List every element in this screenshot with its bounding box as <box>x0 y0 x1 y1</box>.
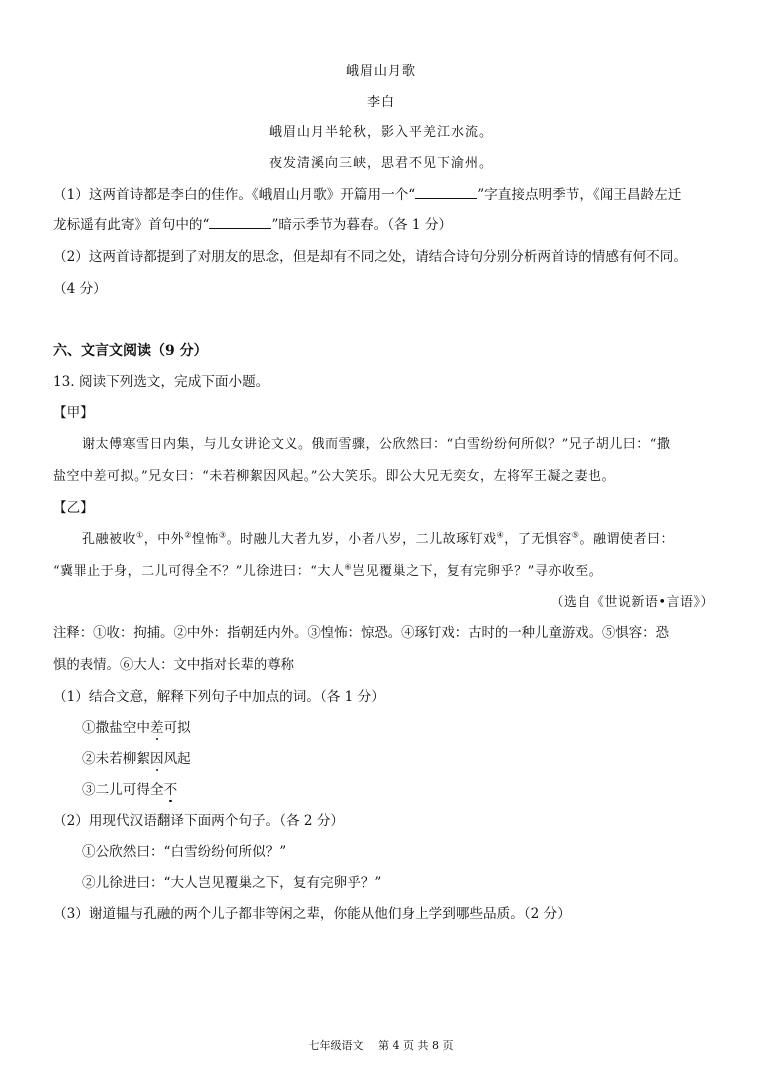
passage-yi-line-2 <box>53 560 602 579</box>
dotted-word-3: 不 <box>163 782 178 798</box>
yi-text-1e: ，了无惧容 <box>504 532 572 547</box>
yi-text-1f: 。融谓使者曰： <box>579 532 674 547</box>
subquestion-1-item-1 <box>82 716 191 736</box>
poem-line-1: 峨眉山月半轮秋，影入平羌江水流。 <box>268 125 493 140</box>
question-1-text-b: ”字直接点明季节，《闻王昌龄左迁 <box>477 187 682 203</box>
poem-author: 李白 <box>366 95 395 110</box>
yi-text-1d: 。时融儿大者九岁，小者八岁，二儿故琢钉戏 <box>226 532 497 547</box>
question-1-line-1 <box>53 183 681 203</box>
footnote-marker-6: ⑥ <box>344 562 353 572</box>
subquestion-1-item-3 <box>82 778 177 798</box>
footnote-marker-1: ① <box>136 530 144 540</box>
passage-yi-line-1 <box>82 528 674 547</box>
question-2-line-2: （4 分） <box>53 281 107 297</box>
item-1-text-a: ①撒盐空中 <box>82 720 150 736</box>
subquestion-1: （1）结合文意，解释下列句子中加点的词。（各 1 分） <box>53 689 385 705</box>
yi-text-2a: “冀罪止于身，二儿可得全不？”儿徐进曰：“大人 <box>53 564 345 579</box>
question-2-line-1: （2）这两首诗都提到了对朋友的思念，但是却有不同之处，请结合诗句分别分析两首诗的情感有何不同。 <box>53 249 687 265</box>
footnote-marker-2: ② <box>184 530 192 540</box>
answer-blank-1[interactable] <box>415 186 477 199</box>
answer-blank-2[interactable] <box>209 216 271 229</box>
subquestion-2-sentence-1: ①公欣然曰：“白雪纷纷何所似？” <box>82 844 287 860</box>
yi-text-1b: ，中外 <box>143 532 185 547</box>
poem-title: 峨眉山月歌 <box>345 64 416 79</box>
item-2-text-a: ②未若柳絮 <box>82 751 150 767</box>
item-3-text-a: ③二儿可得全 <box>82 782 164 798</box>
footnote-marker-5: ⑤ <box>571 530 580 540</box>
annotation-line-2: 惧的表情。⑥大人：文中指对长辈的尊称 <box>53 658 295 673</box>
section-heading-6: 六、文言文阅读（9 分） <box>53 343 208 359</box>
footnote-marker-4: ④ <box>496 530 505 540</box>
passage-jia-line-1: 谢太傅寒雪日内集，与儿女讲论文义。俄而雪骤，公欣然曰：“白雪纷纷何所似？”兄子胡儿曰：“撒 <box>82 437 671 452</box>
yi-text-1c: 惶怖 <box>191 532 219 547</box>
question-1-text-c: 龙标遥有此寄》首句中的“ <box>53 217 210 233</box>
passage-jia-line-2: 盐空中差可拟。”兄女曰：“未若柳絮因风起。”公大笑乐。即公大兄无奕女，左将军王凝之妻也。 <box>53 469 615 484</box>
annotation-line-1: 注释：①收：拘捕。②中外：指朝廷内外。③惶怖：惊恐。④琢钉戏：古时的一种儿童游戏。⑤惧容：恐 <box>53 626 669 641</box>
page-footer: 七年级语文 第 4 页 共 8 页 <box>308 1039 454 1052</box>
footnote-marker-3: ③ <box>218 530 227 540</box>
question-13-heading: 13. 阅读下列选文，完成下面小题。 <box>53 374 270 390</box>
subquestion-2: （2）用现代汉语翻译下面两个句子。（各 2 分） <box>53 813 345 829</box>
yi-text-2b: 岂见覆巢之下，复有完卵乎？”寻亦收至。 <box>352 564 603 579</box>
passage-source: （选自《世说新语•言语》） <box>550 595 714 610</box>
subquestion-3: （3）谢道韫与孔融的两个儿子都非等闲之辈，你能从他们身上学到哪些品质。（2 分） <box>53 906 571 922</box>
question-1-text-d: ”暗示季节为暮春。（各 1 分） <box>271 217 453 233</box>
poem-line-2: 夜发清溪向三峡，思君不见下渝州。 <box>268 156 493 171</box>
dotted-word-2: 因 <box>149 751 164 767</box>
subquestion-2-sentence-2: ②儿徐进曰：“大人岂见覆巢之下，复有完卵乎？” <box>82 875 382 891</box>
question-1-text-a: （1）这两首诗都是李白的佳作。《峨眉山月歌》开篇用一个“ <box>53 187 416 203</box>
passage-yi-label: 【乙】 <box>53 500 94 516</box>
yi-text-1a: 孔融被收 <box>82 532 137 547</box>
dotted-word-1: 差 <box>149 720 164 736</box>
subquestion-1-item-2 <box>82 747 191 767</box>
item-1-text-b: 可拟 <box>163 720 191 736</box>
question-1-line-2 <box>53 213 452 233</box>
passage-jia-label: 【甲】 <box>53 405 94 421</box>
item-2-text-b: 风起 <box>163 751 191 767</box>
